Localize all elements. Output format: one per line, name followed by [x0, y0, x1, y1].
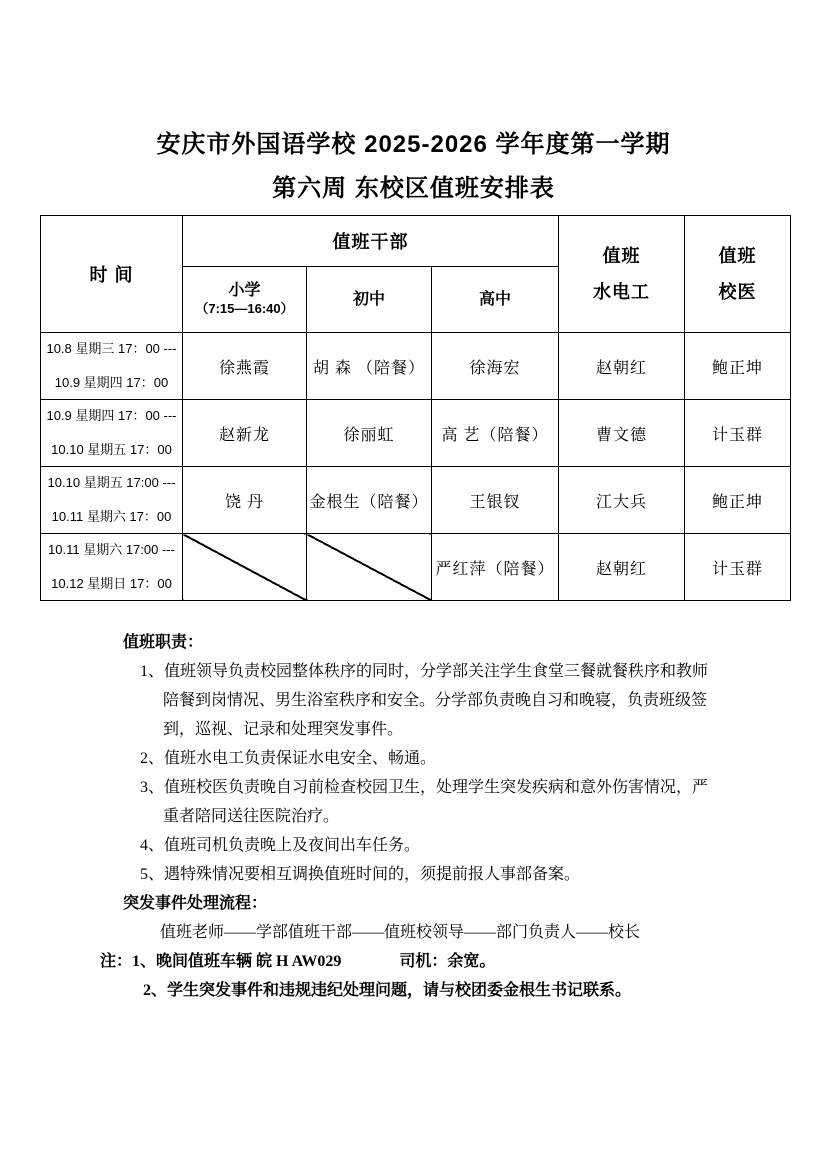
note-vehicle-driver: 司机：余宽。: [399, 953, 496, 970]
table-row: [41, 467, 791, 534]
time-cell: [41, 467, 183, 534]
header-duty-doctor-line2: 校医: [718, 282, 757, 302]
table-row: [41, 534, 791, 601]
plumber-duty-cell: 赵朝红: [559, 534, 685, 601]
doctor-duty-cell: 鲍正坤: [685, 467, 791, 534]
emergency-flow-chain: 值班老师——学部值班干部——值班校领导——部门负责人——校长: [160, 924, 641, 941]
time-line-2: 10.11 星期六 17：00: [51, 508, 172, 524]
junior-duty-cell: 徐丽虹: [307, 400, 432, 467]
doctor-duty-cell: 计玉群: [685, 400, 791, 467]
plumber-duty-cell: 赵朝红: [559, 333, 685, 400]
time-cell: [41, 400, 183, 467]
senior-duty-cell: 高 艺（陪餐）: [432, 400, 559, 467]
time-line-1: 10.8 星期三 17：00 ---: [46, 341, 177, 357]
duty-line: 重者陪同送往医院治疗。: [163, 808, 340, 825]
emergency-flow-heading: 突发事件处理流程：: [123, 895, 268, 912]
header-duty-doctor: [685, 216, 791, 333]
senior-duty-cell: 王银钗: [432, 467, 559, 534]
time-cell: [41, 333, 183, 400]
duties-heading: 值班职责：: [123, 634, 204, 651]
page-subtitle: 第六周 东校区值班安排表: [272, 175, 555, 202]
doctor-duty-cell: 鲍正坤: [685, 333, 791, 400]
page-title: 安庆市外国语学校 2025-2026 学年度第一学期: [156, 131, 671, 158]
header-primary-school-label: 小学: [228, 282, 261, 300]
header-duty-plumber: [559, 216, 685, 333]
duty-line: 5、遇特殊情况要相互调换值班时间的，须提前报人事部备案。: [140, 866, 581, 883]
time-line-1: 10.9 星期四 17：00 ---: [46, 408, 177, 424]
header-row-1: [41, 216, 791, 267]
senior-duty-cell: 徐海宏: [432, 333, 559, 400]
senior-duty-cell: 严红萍（陪餐）: [432, 534, 559, 601]
header-duty-plumber-line1: 值班: [602, 245, 641, 266]
duty-line: 3、值班校医负责晚自习前检查校园卫生，处理学生突发疾病和意外伤害情况，严: [140, 779, 709, 796]
junior-duty-cell-empty: [307, 534, 432, 601]
primary-duty-cell-empty: [183, 534, 307, 601]
junior-duty-cell: 金根生（陪餐）: [307, 467, 432, 534]
duty-line: 1、值班领导负责校园整体秩序的同时，分学部关注学生食堂三餐就餐秩序和教师: [140, 663, 709, 680]
header-primary-school-hours: （7:15—16:40）: [195, 300, 294, 316]
header-primary-school: [183, 267, 307, 333]
time-line-2: 10.12 星期日 17：00: [51, 575, 172, 591]
header-duty-cadres: 值班干部: [183, 216, 559, 267]
header-time: 时 间: [41, 216, 183, 333]
duty-line: 2、值班水电工负责保证水电安全、畅通。: [140, 750, 437, 767]
primary-duty-cell: 饶 丹: [183, 467, 307, 534]
plumber-duty-cell: 江大兵: [559, 467, 685, 534]
time-line-1: 10.11 星期六 17:00 ---: [48, 542, 175, 558]
header-junior-high: 初中: [307, 267, 432, 333]
junior-duty-cell: 胡 森 （陪餐）: [307, 333, 432, 400]
duty-line: 4、值班司机负责晚上及夜间出车任务。: [140, 837, 421, 854]
duty-line: 陪餐到岗情况、男生浴室秩序和安全。分学部负责晚自习和晚寝，负责班级签: [163, 692, 708, 709]
primary-duty-cell: 赵新龙: [183, 400, 307, 467]
plumber-duty-cell: 曹文德: [559, 400, 685, 467]
time-cell: [41, 534, 183, 601]
header-duty-plumber-line2: 水电工: [593, 282, 651, 302]
time-line-2: 10.9 星期四 17：00: [54, 374, 169, 390]
header-senior-high: 高中: [432, 267, 559, 333]
notes-section: [0, 628, 827, 1005]
note-vehicle: [100, 947, 827, 976]
note-contact: 2、学生突发事件和违规违纪处理问题，请与校团委金根生书记联系。: [143, 982, 632, 999]
primary-duty-cell: 徐燕霞: [183, 333, 307, 400]
note-vehicle-plate: 注：1、晚间值班车辆 皖 H AW029: [100, 953, 342, 970]
duty-line: 到，巡视、记录和处理突发事件。: [163, 721, 404, 738]
time-line-1: 10.10 星期五 17:00 ---: [47, 475, 176, 491]
time-line-2: 10.10 星期五 17：00: [51, 441, 172, 457]
doctor-duty-cell: 计玉群: [685, 534, 791, 601]
header-duty-doctor-line1: 值班: [718, 245, 757, 266]
duty-schedule-table: [40, 215, 791, 601]
table-row: [41, 333, 791, 400]
table-row: [41, 400, 791, 467]
